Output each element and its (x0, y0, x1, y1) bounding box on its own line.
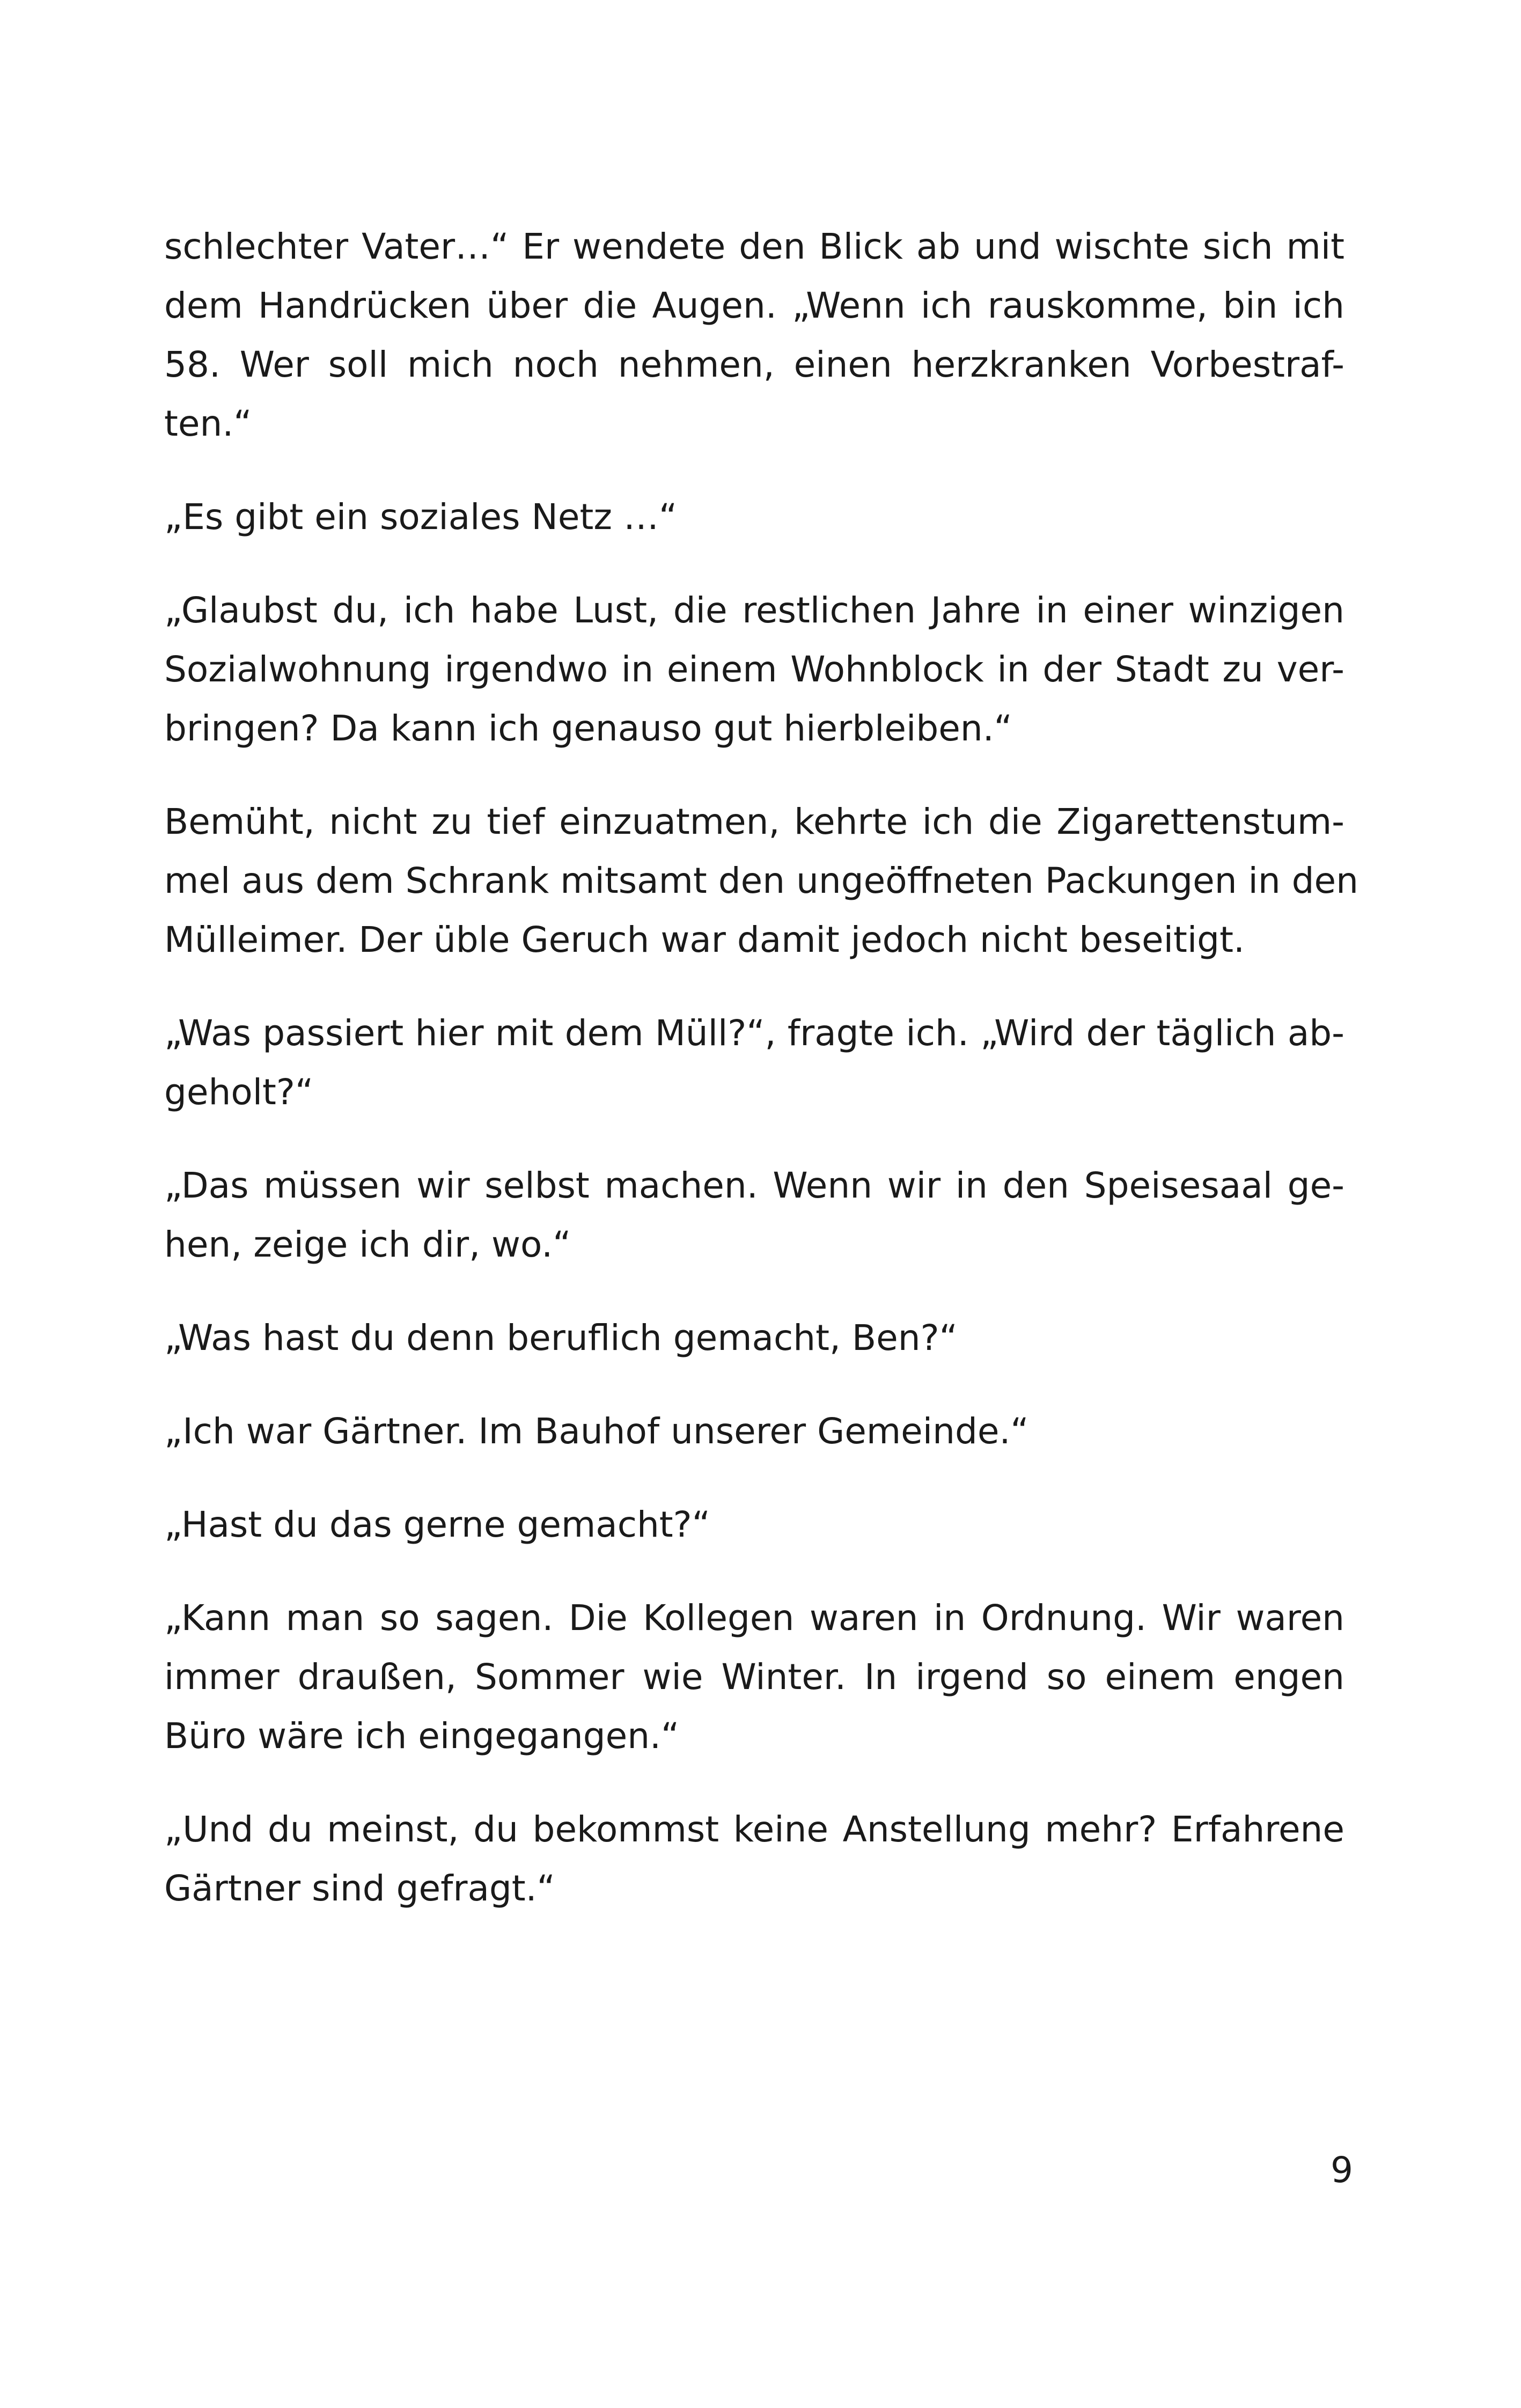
paragraph (164, 1402, 1344, 1461)
text-line: „Glaubst du, ich habe Lust, die restlichen Jahre in einer winzigen (164, 590, 1344, 631)
page-number: 9 (1331, 2149, 1353, 2191)
paragraph (164, 488, 1344, 547)
text-line: schlechter Vater…“ Er wendete den Blick ab und wischte sich mit (164, 226, 1344, 267)
paragraph (164, 1004, 1344, 1122)
text-line: „Das müssen wir selbst machen. Wenn wir in den Speisesaal ge- (164, 1165, 1344, 1206)
text-line: „Kann man so sagen. Die Kollegen waren in Ordnung. Wir waren (164, 1597, 1344, 1639)
text-line: mel aus dem Schrank mitsamt den ungeöffneten Packungen in den (164, 860, 1358, 901)
paragraph (164, 581, 1344, 758)
text-line: Büro wäre ich eingegangen.“ (164, 1715, 680, 1757)
text-line: Bemüht, nicht zu tief einzuatmen, kehrte ich die Zigarettenstum- (164, 801, 1344, 842)
text-line: „Es gibt ein soziales Netz …“ (164, 496, 678, 538)
body-text (164, 217, 1358, 1952)
text-line: Mülleimer. Der üble Geruch war damit jedoch nicht beseitigt. (164, 919, 1245, 960)
text-line: „Und du meinst, du bekommst keine Anstellung mehr? Erfahrene (164, 1809, 1344, 1850)
text-line: „Ich war Gärtner. Im Bauhof unserer Gemeinde.“ (164, 1411, 1029, 1452)
paragraph (164, 1589, 1344, 1766)
text-line: dem Handrücken über die Augen. „Wenn ich rauskomme, bin ich (164, 285, 1344, 326)
paragraph (164, 1495, 1344, 1554)
text-line: immer draußen, Sommer wie Winter. In irgend so einem engen (164, 1656, 1344, 1698)
paragraph (164, 792, 1358, 970)
text-line: „Hast du das gerne gemacht?“ (164, 1504, 710, 1545)
text-line: ten.“ (164, 403, 252, 444)
text-line: „Was hast du denn beruflich gemacht, Ben?“ (164, 1317, 958, 1359)
paragraph (164, 1800, 1344, 1918)
text-line: geholt?“ (164, 1071, 314, 1113)
paragraph (164, 1156, 1344, 1274)
text-line: 58. Wer soll mich noch nehmen, einen herzkranken Vorbestraf- (164, 344, 1344, 385)
paragraph (164, 217, 1344, 453)
text-line: Sozialwohnung irgendwo in einem Wohnblock in der Stadt zu ver- (164, 649, 1344, 690)
text-line: „Was passiert hier mit dem Müll?“, fragte ich. „Wird der täglich ab- (164, 1012, 1344, 1054)
paragraph (164, 1309, 1344, 1368)
text-line: Gärtner sind gefragt.“ (164, 1868, 555, 1909)
text-line: bringen? Da kann ich genauso gut hierbleiben.“ (164, 708, 1012, 749)
text-line: hen, zeige ich dir, wo.“ (164, 1224, 571, 1265)
